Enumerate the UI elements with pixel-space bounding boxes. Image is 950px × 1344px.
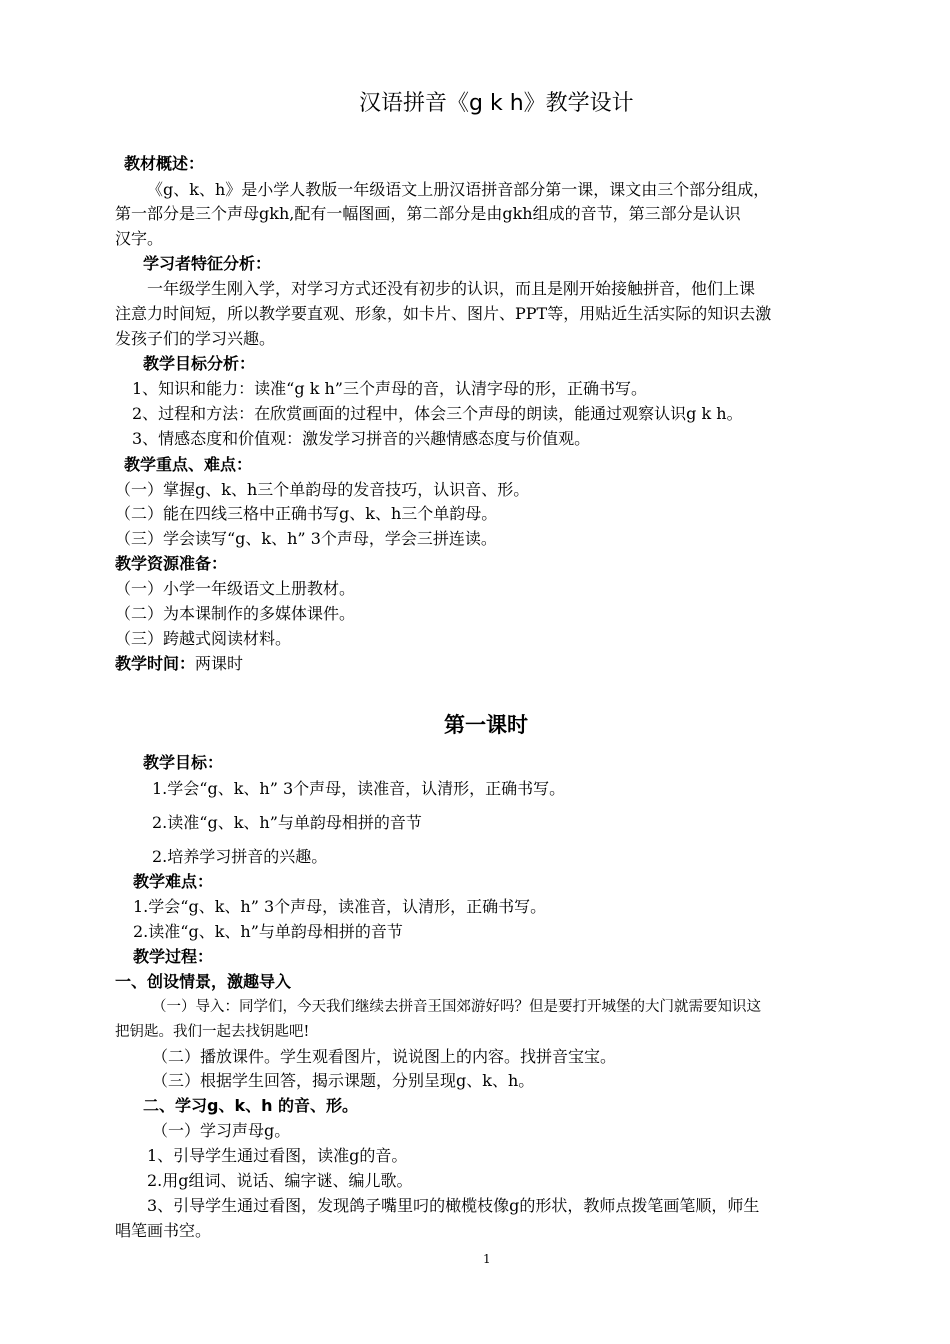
- document-title: 汉语拼音《g k h》教学设计: [359, 91, 634, 116]
- learner-line: 发孩子们的学习兴趣。: [115, 329, 276, 348]
- resources-heading: 教学资源准备：: [115, 554, 228, 573]
- lesson-difficulty: 1.学会“g、k、h” 3个声母，读准音，认清形，正确书写。: [133, 897, 547, 916]
- lesson-goals-heading: 教学目标：: [143, 753, 224, 772]
- lesson-difficulty-heading: 教学难点：: [133, 872, 214, 891]
- step1-heading: 一、创设情景，激趣导入: [115, 972, 292, 991]
- goal-item: 1、知识和能力：读准“g k h”三个声母的音，认清字母的形，正确书写。: [132, 379, 647, 398]
- teaching-time: [115, 654, 243, 674]
- goals-heading: 教学目标分析：: [143, 354, 256, 373]
- lesson-process-heading: 教学过程：: [133, 947, 214, 966]
- learner-line: 一年级学生刚入学，对学习方式还没有初步的认识，而且是刚开始接触拼音，他们上课: [147, 279, 756, 298]
- learner-line: 注意力时间短，所以教学要直观、形象，如卡片、图片、PPT等，用贴近生活实际的知识去激: [115, 304, 772, 323]
- step2-line: （一）学习声母g。: [152, 1121, 291, 1140]
- teaching-time-label: 教学时间：: [115, 654, 196, 673]
- step1-line: 把钥匙。我们一起去找钥匙吧!: [115, 1024, 310, 1040]
- step2-heading: 二、学习g、k、h 的音、形。: [143, 1096, 359, 1115]
- keypoints-heading: 教学重点、难点：: [124, 455, 253, 474]
- lesson-goal: 1.学会“g、k、h” 3个声母，读准音，认清形，正确书写。: [152, 779, 566, 798]
- lesson-difficulty: 2.读准“g、k、h”与单韵母相拼的音节: [133, 922, 403, 941]
- keypoint-item: （一）掌握g、k、h三个单韵母的发音技巧，认识音、形。: [115, 480, 530, 499]
- page-number: 1: [483, 1252, 491, 1266]
- resource-item: （一）小学一年级语文上册教材。: [115, 579, 356, 598]
- resource-item: （二）为本课制作的多媒体课件。: [115, 604, 356, 623]
- step2-line: 1、引导学生通过看图，读准g的音。: [147, 1146, 408, 1165]
- keypoint-item: （二）能在四线三格中正确书写g、k、h三个单韵母。: [115, 504, 498, 523]
- goal-item: 3、情感态度和价值观：激发学习拼音的兴趣情感态度与价值观。: [132, 429, 591, 448]
- step2-line: 3、引导学生通过看图，发现鸽子嘴里叼的橄榄枝像g的形状，教师点拨笔画笔顺，师生: [147, 1196, 760, 1215]
- learner-heading: 学习者特征分析：: [143, 254, 272, 273]
- lesson-goal: 2.读准“g、k、h”与单韵母相拼的音节: [152, 813, 422, 832]
- goal-item: 2、过程和方法：在欣赏画面的过程中，体会三个声母的朗读，能通过观察认识g k h。: [132, 404, 743, 423]
- overview-heading: 教材概述：: [124, 154, 205, 173]
- teaching-time-value: 两课时: [195, 654, 244, 673]
- step1-line: （二）播放课件。学生观看图片，说说图上的内容。找拼音宝宝。: [152, 1047, 617, 1066]
- lesson-goal: 2.培养学习拼音的兴趣。: [152, 847, 328, 866]
- overview-line: 第一部分是三个声母gkh,配有一幅图画，第二部分是由gkh组成的音节，第三部分是认识: [115, 204, 741, 223]
- resource-item: （三）跨越式阅读材料。: [115, 629, 292, 648]
- step1-line: （三）根据学生回答，揭示课题，分别呈现g、k、h。: [152, 1071, 535, 1090]
- overview-line: 汉字。: [115, 229, 164, 248]
- step2-line: 唱笔画书空。: [115, 1221, 212, 1240]
- lesson-title: 第一课时: [444, 713, 528, 737]
- step2-line: 2.用g组词、说话、编字谜、编儿歌。: [147, 1171, 413, 1190]
- step1-line: （一）导入：同学们，今天我们继续去拼音王国郊游好吗？但是要打开城堡的大门就需要知识这: [152, 999, 761, 1015]
- overview-line: 《g、k、h》是小学人教版一年级语文上册汉语拼音部分第一课，课文由三个部分组成，: [147, 180, 770, 199]
- keypoint-item: （三）学会读写“g、k、h” 3个声母，学会三拼连读。: [115, 529, 497, 548]
